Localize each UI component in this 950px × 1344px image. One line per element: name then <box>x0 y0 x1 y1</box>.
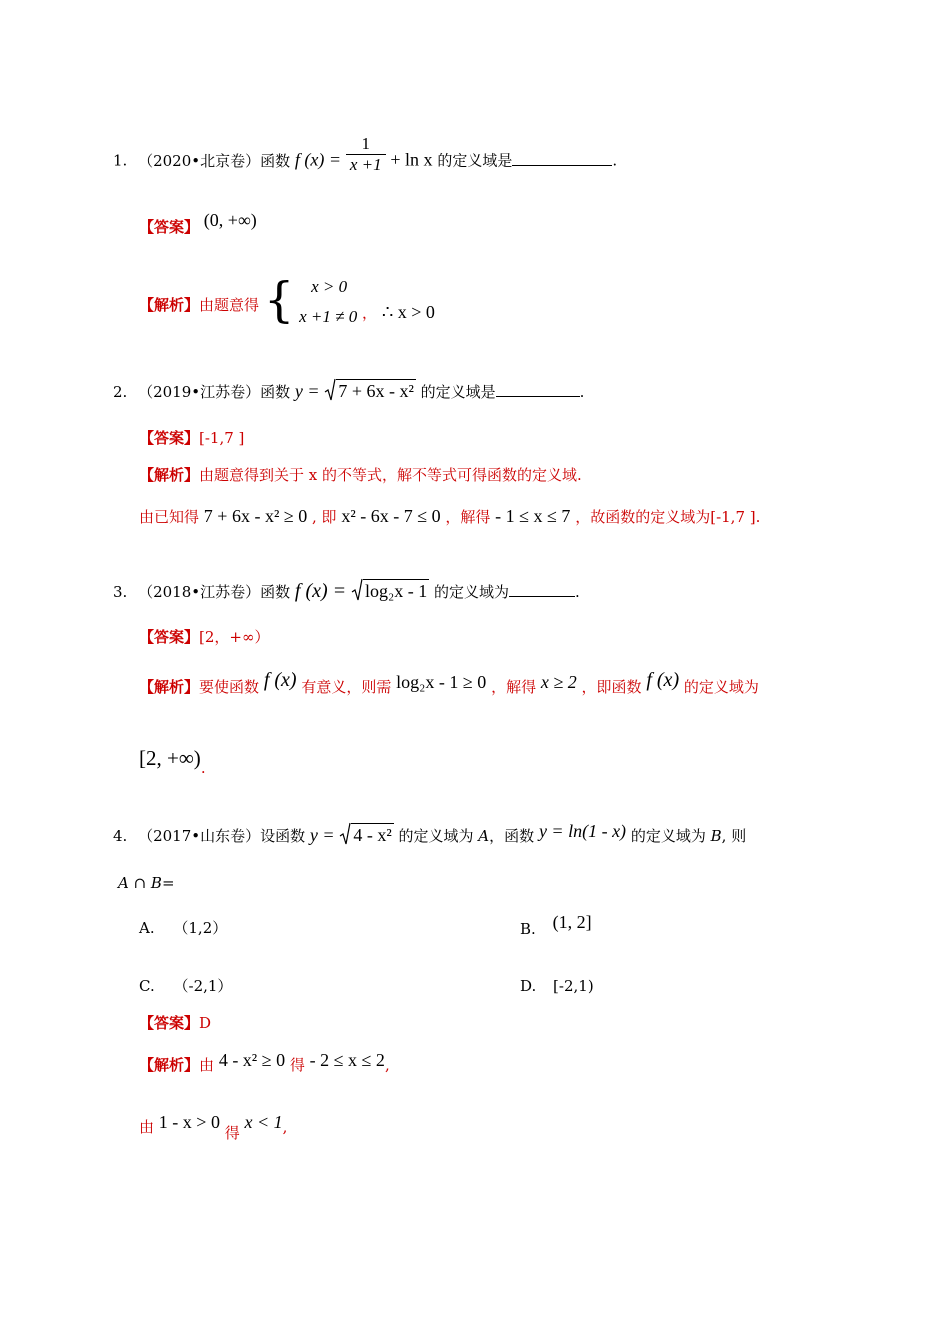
q4-set-b: B <box>710 827 722 845</box>
q2-deriv-c: ，解得 <box>445 508 491 526</box>
q2-deriv-m1: 7 + 6x - x² ≥ 0 <box>203 506 308 526</box>
radical-sign-icon <box>351 578 363 602</box>
q4-answer: D <box>199 1014 212 1032</box>
q4-option-a[interactable] <box>139 918 227 938</box>
q4-source: （2017•山东卷）设函数 <box>138 827 306 845</box>
q4-option-b-label: B. <box>520 920 536 938</box>
q1-fraction <box>346 134 386 175</box>
q3-source: （2018•江苏卷）函数 <box>138 583 291 601</box>
q3-answer-tag: 【答案】 <box>139 628 200 646</box>
q4-step2-line <box>139 1112 288 1142</box>
q2-analysis-tag: 【解析】 <box>139 466 200 484</box>
q2-number: 2. <box>113 383 128 401</box>
q4-s1-a: 由 <box>199 1056 215 1074</box>
q3-a1: 要使函数 <box>199 678 260 696</box>
q4-f2: y = ln(1 - x) <box>538 821 627 841</box>
q1-analysis-text: 由题意得 <box>199 296 260 314</box>
q4-t1: 的定义域为 <box>398 827 474 845</box>
q4-radicand: 4 - x² <box>353 825 392 845</box>
q4-s2-m1: 1 - x > 0 <box>158 1112 220 1132</box>
q4-s1-m1: 4 - x² ≥ 0 <box>218 1050 286 1070</box>
q4-s2-b: 得 <box>224 1124 240 1142</box>
q2-derivation-line <box>139 506 760 527</box>
q4-option-a-value: （1,2） <box>173 919 228 937</box>
q2-answer: [-1,7 ] <box>199 429 245 447</box>
q1-system-line1: x > 0 <box>311 277 348 296</box>
q1-system-line2: x +1 ≠ 0 <box>299 307 358 326</box>
q2-answer-tag: 【答案】 <box>139 429 200 447</box>
q4-intersection-line: A ∩ B= <box>118 874 175 892</box>
q1-answer-tag: 【答案】 <box>139 218 200 236</box>
q4-answer-line <box>139 1013 211 1033</box>
q4-s1-b: 得 <box>289 1056 305 1074</box>
q4-t4: , 则 <box>721 827 747 845</box>
q2-analysis-text: 由题意得到关于 x 的不等式，解不等式可得函数的定义域. <box>199 466 582 484</box>
q1-formula-lhs: f (x) = <box>294 149 342 170</box>
q3-m1: f (x) <box>263 669 297 691</box>
q1-formula-rhs: + ln x <box>390 149 433 170</box>
q2-sqrt <box>324 378 416 402</box>
q1-frac-num: 1 <box>346 134 386 155</box>
q3-formula-lhs: f (x) = <box>294 580 347 602</box>
q4-step1-line <box>139 1050 390 1075</box>
q3-final: [2, +∞) <box>139 746 201 770</box>
q3-radicand: log₂x - 1 <box>364 581 428 601</box>
q3-answer-line <box>139 627 269 647</box>
q3-final-dot: . <box>200 759 206 777</box>
q1-analysis-line <box>139 272 435 336</box>
q4-option-d-value: [-2,1) <box>553 977 594 995</box>
q4-option-b-value: (1, 2] <box>552 912 592 932</box>
q4-s2-a: 由 <box>139 1118 155 1136</box>
q4-option-b[interactable] <box>520 912 592 939</box>
q4-analysis-tag: 【解析】 <box>139 1056 200 1074</box>
q1-number: 1. <box>113 151 128 170</box>
q3-tail: 的定义域为 <box>434 583 510 601</box>
radical-sign-icon <box>324 378 336 402</box>
q4-number: 4. <box>113 827 128 845</box>
q2-formula-lhs: y = <box>294 381 320 401</box>
q1-analysis-tag: 【解析】 <box>139 296 200 314</box>
q3-m3: x ≥ 2 <box>540 672 577 692</box>
q4-line <box>113 822 746 846</box>
q4-set-a: A <box>478 827 490 845</box>
q4-s1-c: , <box>384 1056 390 1074</box>
q2-answer-line <box>139 428 244 448</box>
q3-a5: 的定义域为 <box>683 678 759 696</box>
q2-period: . <box>579 383 585 401</box>
q2-source: （2019•江苏卷）函数 <box>138 383 291 401</box>
q3-a4: ，即函数 <box>581 678 642 696</box>
q1-system-brace: { <box>263 272 295 328</box>
q3-line <box>113 578 580 602</box>
q3-answer-blank <box>509 582 575 597</box>
q4-option-c-label: C. <box>139 977 155 995</box>
q1-answer: (0, +∞) <box>203 210 257 230</box>
q2-answer-blank <box>496 382 580 397</box>
q2-deriv-b: , 即 <box>312 508 337 526</box>
q1-answer-blank <box>512 151 612 166</box>
q2-deriv-m3: - 1 ≤ x ≤ 7 <box>495 506 571 526</box>
q1-answer-line <box>139 210 257 237</box>
q4-t2: ，函数 <box>489 827 535 845</box>
q1-line <box>113 134 618 175</box>
q4-s2-m2: x < 1 <box>244 1112 283 1132</box>
q1-conclusion: ∴ x > 0 <box>381 302 435 322</box>
q3-period: . <box>575 583 580 601</box>
q4-s1-m2: - 2 ≤ x ≤ 2 <box>309 1050 385 1070</box>
q1-source: （2020•北京卷）函数 <box>138 151 291 170</box>
q3-analysis-line <box>139 669 759 697</box>
q2-deriv-a: 由已知得 <box>139 508 200 526</box>
q4-s2-c: , <box>282 1118 288 1136</box>
q4-option-a-label: A. <box>139 919 155 937</box>
q2-deriv-m2: x² - 6x - 7 ≤ 0 <box>341 506 441 526</box>
q2-tail: 的定义域是 <box>420 383 496 401</box>
q2-analysis-line <box>139 465 582 485</box>
q3-a2: 有意义，则需 <box>301 678 392 696</box>
q2-radicand: 7 + 6x - x² <box>338 381 414 401</box>
q4-sqrt <box>339 822 393 846</box>
q4-option-d[interactable] <box>520 976 594 996</box>
q4-t3: 的定义域为 <box>630 827 706 845</box>
q3-number: 3. <box>113 583 128 601</box>
q3-sqrt <box>351 578 429 602</box>
q3-final-line <box>139 746 206 777</box>
q1-tail: 的定义域是 <box>437 151 513 170</box>
q1-frac-den: x +1 <box>349 155 382 174</box>
q1-comma: ， <box>362 304 378 322</box>
q4-answer-tag: 【答案】 <box>139 1014 200 1032</box>
q3-m4: f (x) <box>646 669 680 691</box>
q4-option-c[interactable] <box>139 976 232 996</box>
q2-deriv-d: ，故函数的定义域为[-1,7 ]. <box>575 508 761 526</box>
q1-system <box>299 272 357 332</box>
q3-analysis-tag: 【解析】 <box>139 678 200 696</box>
q3-a3: ，解得 <box>491 678 537 696</box>
radical-sign-icon <box>339 822 351 846</box>
q2-line <box>113 378 584 402</box>
q3-m2: log₂x - 1 ≥ 0 <box>396 672 487 692</box>
q4-f1-lhs: y = <box>309 825 335 845</box>
q4-option-c-value: （-2,1） <box>173 977 233 995</box>
q1-period: . <box>612 151 618 170</box>
q4-option-d-label: D. <box>520 977 537 995</box>
q3-answer: [2，+∞） <box>199 628 270 646</box>
